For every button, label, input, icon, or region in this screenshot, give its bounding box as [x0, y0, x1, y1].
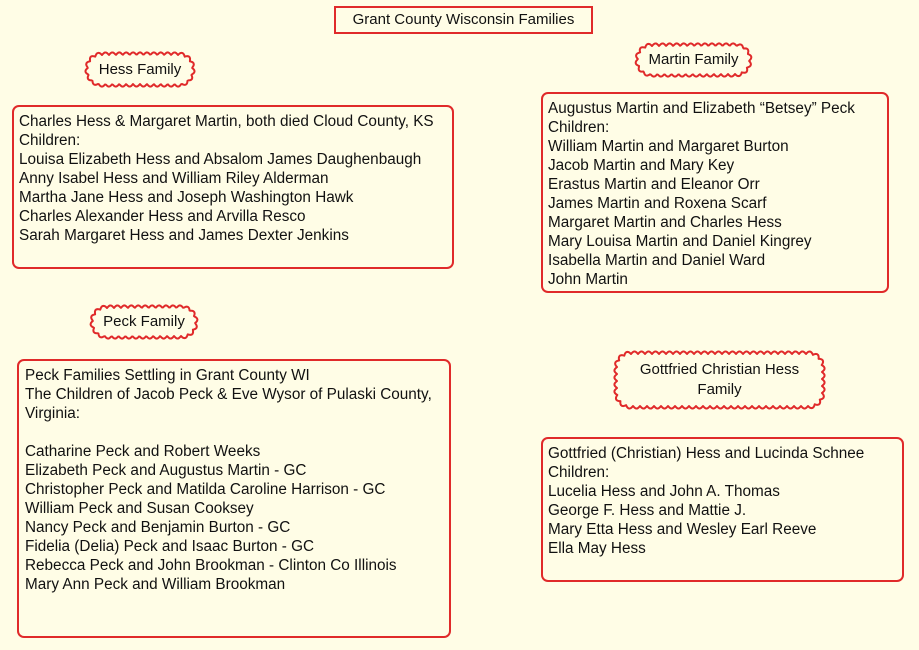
martin-line-3: Jacob Martin and Mary Key	[548, 157, 735, 174]
hess-family-box	[12, 105, 454, 269]
peck-family-label-text: Peck Family	[103, 313, 185, 330]
peck-line-1: The Children of Jacob Peck & Eve Wysor of Pulaski County, Virginia:	[25, 386, 432, 422]
gottfried-label-line-1: Gottfried Christian Hess	[639, 361, 800, 378]
peck-line-2	[25, 423, 443, 442]
hess-line-3: Anny Isabel Hess and William Riley Alderman	[19, 170, 329, 187]
hess-line-1: Children:	[19, 132, 81, 149]
gottfried-line-5: Ella May Hess	[548, 540, 646, 557]
martin-line-1: Children:	[548, 119, 610, 136]
hess-line-2: Louisa Elizabeth Hess and Absalom James Daughenbaugh	[19, 151, 422, 168]
martin-line-5: James Martin and Roxena Scarf	[548, 195, 767, 212]
martin-line-9: John Martin	[548, 271, 628, 288]
hess-line-6: Sarah Margaret Hess and James Dexter Jenkins	[19, 227, 349, 244]
diagram-title: Grant County Wisconsin Families	[334, 6, 593, 34]
martin-family-label	[634, 42, 753, 78]
hess-family-label	[84, 51, 196, 88]
martin-line-7: Mary Louisa Martin and Daniel Kingrey	[548, 233, 812, 250]
peck-line-6: William Peck and Susan Cooksey	[25, 500, 254, 517]
peck-line-4: Elizabeth Peck and Augustus Martin - GC	[25, 462, 307, 479]
peck-line-3: Catharine Peck and Robert Weeks	[25, 443, 261, 460]
gottfried-label-line-2: Family	[697, 381, 742, 398]
gottfried-line-4: Mary Etta Hess and Wesley Earl Reeve	[548, 521, 817, 538]
gottfried-line-3: George F. Hess and Mattie J.	[548, 502, 747, 519]
gottfried-line-2: Lucelia Hess and John A. Thomas	[548, 483, 780, 500]
hess-family-label-text: Hess Family	[98, 60, 182, 78]
peck-line-8: Fidelia (Delia) Peck and Isaac Burton - GC	[25, 538, 315, 555]
martin-line-6: Margaret Martin and Charles Hess	[548, 214, 782, 231]
peck-family-label	[89, 304, 199, 340]
gottfried-family-box	[541, 437, 904, 582]
hess-line-5: Charles Alexander Hess and Arvilla Resco	[19, 208, 306, 225]
martin-family-label-text: Martin Family	[648, 51, 739, 68]
hess-line-4: Martha Jane Hess and Joseph Washington Hawk	[19, 189, 354, 206]
martin-line-2: William Martin and Margaret Burton	[548, 138, 789, 155]
martin-line-8: Isabella Martin and Daniel Ward	[548, 252, 766, 269]
gottfried-family-label	[613, 350, 826, 410]
gottfried-line-0: Gottfried (Christian) Hess and Lucinda Schnee	[548, 445, 865, 462]
martin-family-box	[541, 92, 889, 293]
peck-line-5: Christopher Peck and Matilda Caroline Harrison - GC	[25, 481, 386, 498]
peck-line-10: Mary Ann Peck and William Brookman	[25, 576, 286, 593]
peck-line-7: Nancy Peck and Benjamin Burton - GC	[25, 519, 291, 536]
hess-line-0: Charles Hess & Margaret Martin, both died Cloud County, KS	[19, 113, 434, 130]
gottfried-family-label-text	[613, 350, 826, 410]
peck-line-9: Rebecca Peck and John Brookman - Clinton Co Illinois	[25, 557, 397, 574]
peck-family-box	[17, 359, 451, 638]
martin-line-0: Augustus Martin and Elizabeth “Betsey” Peck	[548, 100, 855, 117]
gottfried-line-1: Children:	[548, 464, 610, 481]
martin-line-4: Erastus Martin and Eleanor Orr	[548, 176, 760, 193]
peck-line-0: Peck Families Settling in Grant County WI	[25, 367, 310, 384]
